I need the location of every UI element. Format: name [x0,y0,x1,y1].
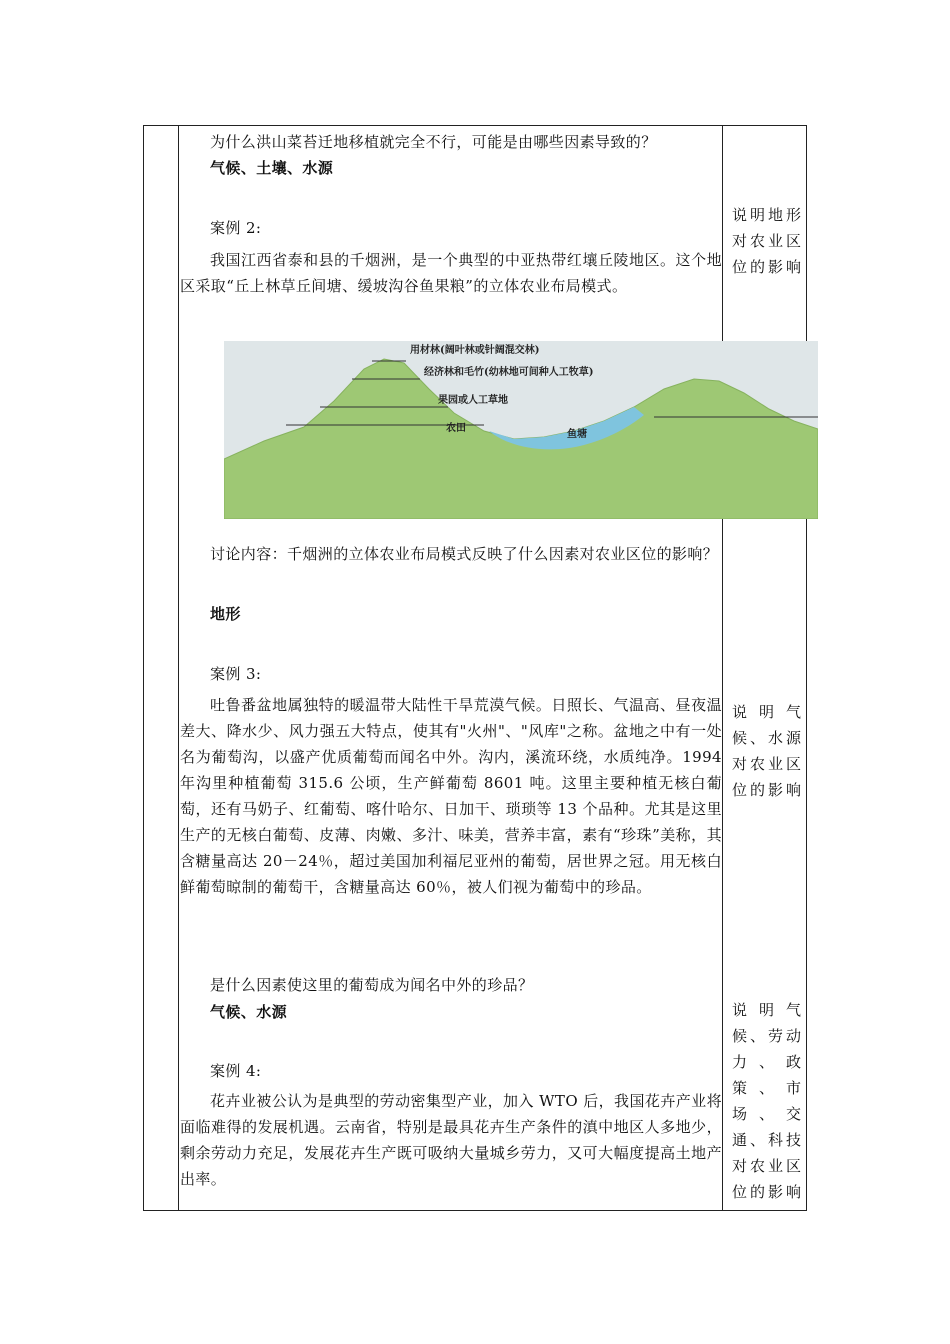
case3-body: 吐鲁番盆地属独特的暖温带大陆性干旱荒漠气候。日照长、气温高、昼夜温差大、降水少、风力强五大特点，使其有"火州"、"风库"之称。盆地之中有一处名为葡萄沟，以盛产优质葡萄而闻名中外。沟内，溪流环绕，水质纯净。1994 年沟里种植葡萄 315.6 公顷，生产鲜葡萄 8601 吨。这里主要种植无核白葡萄，还有马奶子、红葡萄、喀什哈尔、日加干、琐琐等 13 个品种。尤其是这里生产的无核白葡萄、皮薄、肉嫩、多汁、味美，营养丰富，素有“珍珠”美称，其含糖量高达 20－24％，超过美国加利福尼亚州的葡萄，居世界之冠。用无核白鲜葡萄晾制的葡萄干，含糖量高达 60％，被人们视为葡萄中的珍品。 [180,696,722,896]
note-line: 位的影响 [732,781,802,799]
note-line: 位的影响 [732,1183,802,1201]
note-line: 对农业区 [732,755,802,773]
note-line: 力 、 政 [732,1053,802,1071]
note-line: 候、水源 [732,729,802,747]
case2-body: 我国江西省泰和县的千烟洲，是一个典型的中亚热带红壤丘陵地区。这个地区采取“丘上林草丘间塘、缓坡沟谷鱼果粮”的立体农业布局模式。 [180,251,722,295]
note-line: 对农业区 [732,1157,802,1175]
terrace-agriculture-diagram [224,341,818,519]
column-divider-right [722,126,723,1210]
answer-1: 气候、土壤、水源 [210,159,334,177]
note-line: 候、劳动 [732,1027,802,1045]
case4-body: 花卉业被公认为是典型的劳动密集型产业，加入 WTO 后，我国花卉产业将面临难得的发展机遇。云南省，特别是最具花卉生产条件的滇中地区人多地少，剩余劳动力充足，发展花卉生产既可吸纳大量城乡劳力，又可大幅度提高土地产出率。 [180,1092,722,1188]
note-climate-water [732,699,802,803]
note-line: 说 明 气 [732,703,802,721]
case3-question: 是什么因素使这里的葡萄成为闻名中外的珍品？ [210,976,534,994]
case4-title: 案例 4: [210,1062,262,1080]
lesson-table [143,125,807,1211]
note-line: 位的影响 [732,258,802,276]
column-divider-left [178,126,179,1210]
note-multiple-factors [732,997,802,1205]
note-line: 策 、 市 [732,1079,802,1097]
label-economic: 经济林和毛竹(幼林地可间种人工牧草) [424,367,594,378]
case3-answer: 气候、水源 [210,1003,288,1021]
note-line: 说明地形 [732,206,802,224]
label-orchard: 果园或人工草地 [438,395,508,406]
case2-title: 案例 2: [210,219,262,237]
label-fishpond: 鱼塘 [567,429,587,440]
note-line: 说 明 气 [732,1001,802,1019]
case2-answer: 地形 [210,605,241,623]
case3-title: 案例 3: [210,665,262,683]
label-timber: 用材林(阔叶林或针阔混交林) [410,345,540,356]
case2-discussion: 讨论内容：千烟洲的立体农业布局模式反映了什么因素对农业区位的影响？ [210,545,719,563]
note-line: 场 、 交 [732,1105,802,1123]
label-farmland: 农田 [446,423,466,434]
note-line: 对农业区 [732,232,802,250]
diagram-svg [224,341,818,519]
question-1: 为什么洪山菜苔迁地移植就完全不行，可能是由哪些因素导致的？ [210,133,657,151]
note-line: 通、科技 [732,1131,802,1149]
note-terrain [732,202,802,280]
